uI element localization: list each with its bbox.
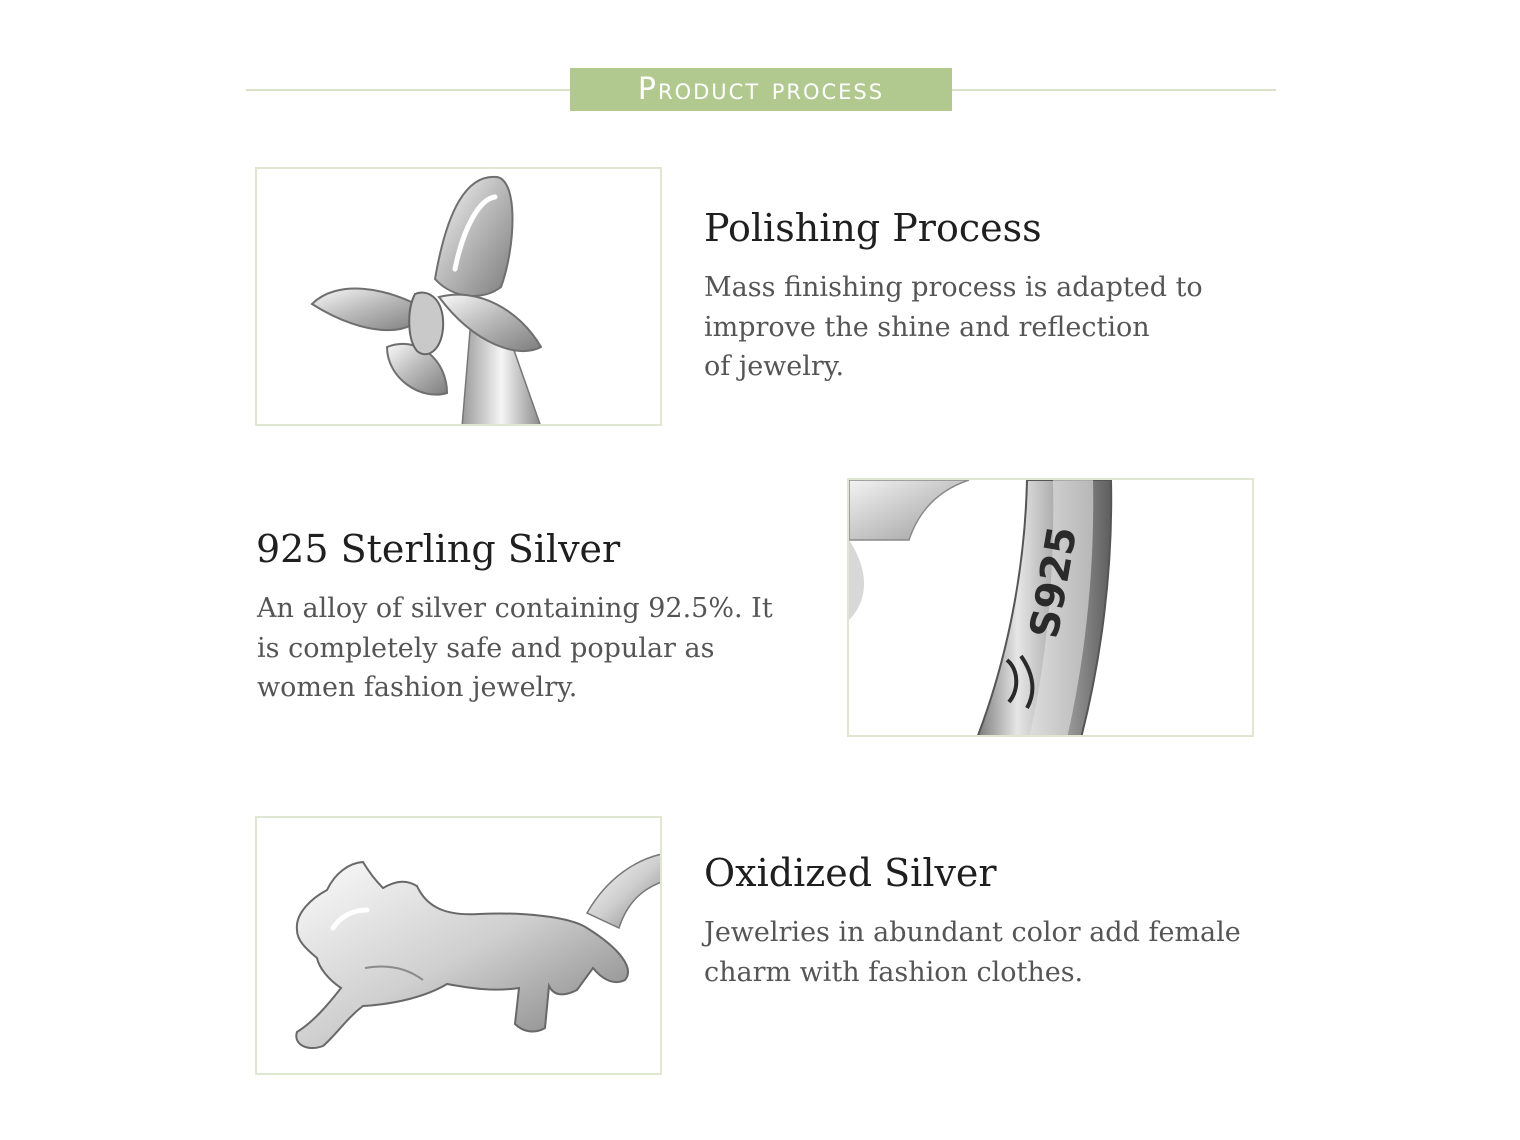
section-title: Polishing Process: [704, 206, 1042, 250]
description-line: is completely safe and popular as: [257, 632, 715, 664]
polishing-image: [255, 167, 662, 426]
section-description: [704, 913, 1244, 992]
section-title: 925 Sterling Silver: [256, 527, 621, 571]
description-line: improve the shine and reflection: [704, 311, 1150, 343]
section-description: [704, 268, 1204, 387]
description-line: An alloy of silver containing 92.5%. It: [257, 593, 773, 624]
oxidized-silver-image: [255, 816, 662, 1075]
description-line: Jewelries in abundant color add female: [704, 917, 1241, 948]
description-line: women fashion jewelry.: [257, 672, 578, 703]
description-line: charm with fashion clothes.: [704, 956, 1084, 988]
ring-band-icon: [849, 480, 1252, 735]
description-line: of jewelry.: [704, 351, 845, 382]
butterfly-ring-icon: [257, 169, 660, 424]
section-banner: Product process: [570, 68, 952, 111]
s925-stamp: S925: [1021, 523, 1087, 642]
description-line: Mass finishing process is adapted to: [704, 272, 1203, 303]
header-rule-right: [952, 89, 1276, 91]
cat-ring-icon: [257, 818, 660, 1073]
sterling-silver-image: [847, 478, 1254, 737]
section-description: [257, 589, 777, 708]
section-title: Oxidized Silver: [704, 851, 997, 895]
header-rule-left: [246, 89, 570, 91]
